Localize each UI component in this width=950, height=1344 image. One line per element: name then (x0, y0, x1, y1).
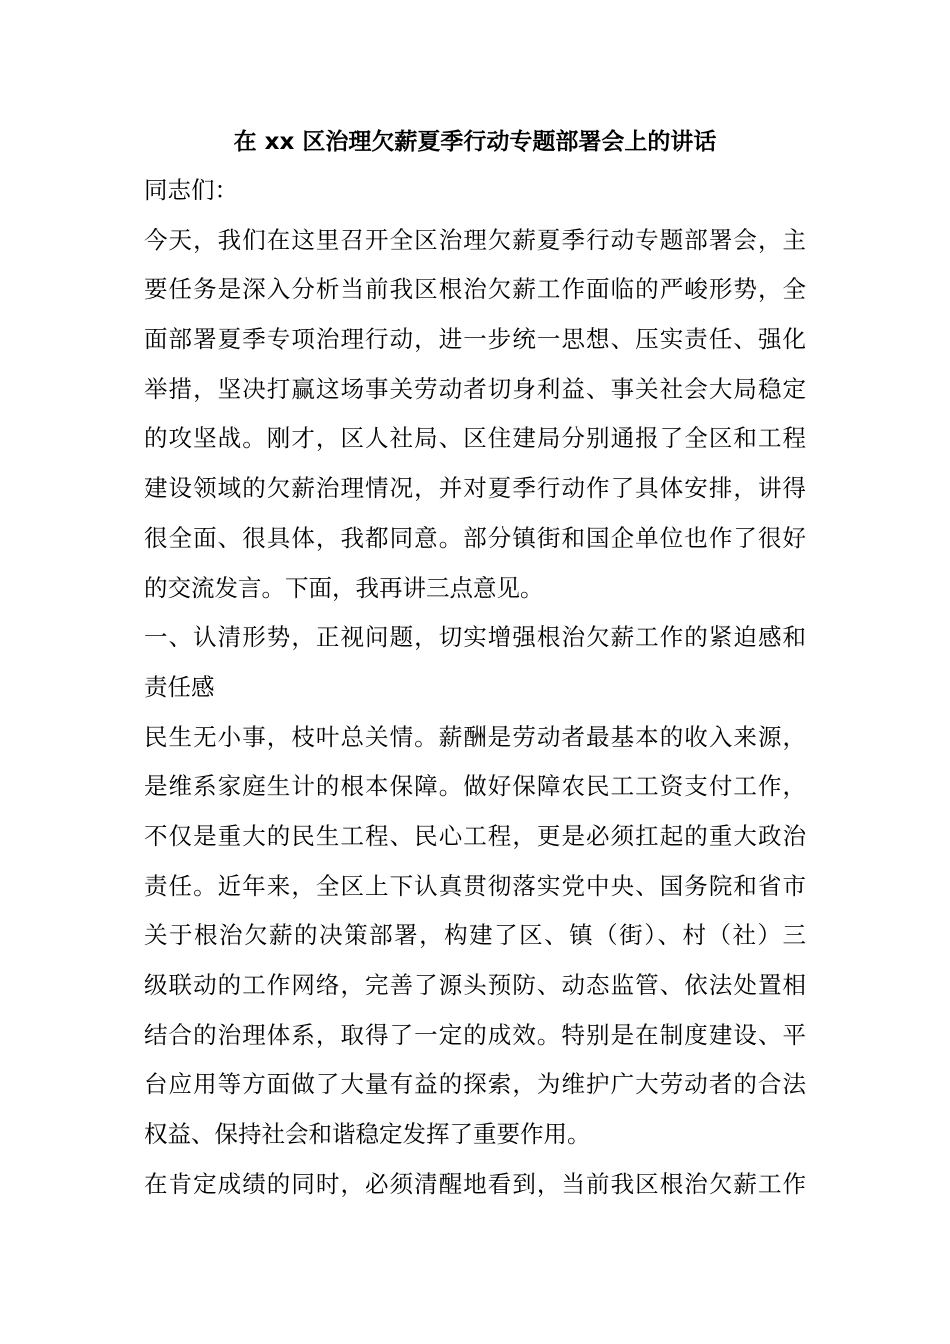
document-page (144, 118, 806, 1209)
text-line: 结合的治理体系，取得了一定的成效。特别是在制度建设、平 (144, 1020, 806, 1049)
text-line: 的交流发言。下面，我再讲三点意见。 (144, 573, 544, 602)
text-line: 举措，坚决打赢这场事关劳动者切身利益、事关社会大局稳定 (144, 374, 806, 403)
paragraph-section-1 (144, 713, 806, 1160)
heading-line: 一、认清形势，正视问题，切实增强根治欠薪工作的紧迫感和 (144, 623, 806, 652)
text-line: 权益、保持社会和谐稳定发挥了重要作用。 (144, 1120, 591, 1149)
text-line: 级联动的工作网络，完善了源头预防、动态监管、依法处置相 (144, 971, 806, 1000)
text-line: 责任。近年来，全区上下认真贯彻落实党中央、国务院和省市 (144, 871, 806, 900)
heading-line: 责任感 (144, 672, 215, 701)
text-line: 在肯定成绩的同时，必须清醒地看到，当前我区根治欠薪工作 (144, 1169, 806, 1198)
text-line: 关于根治欠薪的决策部署，构建了区、镇（街）、村（社）三 (144, 921, 806, 950)
text-line: 很全面、很具体，我都同意。部分镇街和国企单位也作了很好 (144, 523, 806, 552)
text-line: 的攻坚战。刚才，区人社局、区住建局分别通报了全区和工程 (144, 424, 806, 453)
salutation: 同志们： (144, 176, 238, 204)
text-line: 台应用等方面做了大量有益的探索，为维护广大劳动者的合法 (144, 1070, 806, 1099)
section-heading-1 (144, 613, 806, 712)
paragraph-continued (144, 1160, 806, 1210)
paragraph-opening (144, 216, 806, 614)
text-line: 民生无小事，枝叶总关情。薪酬是劳动者最基本的收入来源， (144, 722, 806, 751)
document-title: 在 xx 区治理欠薪夏季行动专题部署会上的讲话 (233, 129, 717, 155)
text-line: 要任务是深入分析当前我区根治欠薪工作面临的严峻形势，全 (144, 275, 806, 304)
text-line: 今天，我们在这里召开全区治理欠薪夏季行动专题部署会，主 (144, 225, 806, 254)
text-line: 是维系家庭生计的根本保障。做好保障农民工工资支付工作， (144, 772, 806, 801)
text-line: 建设领域的欠薪治理情况，并对夏季行动作了具体安排，讲得 (144, 474, 806, 503)
text-line: 面部署夏季专项治理行动，进一步统一思想、压实责任、强化 (144, 325, 806, 354)
text-line: 不仅是重大的民生工程、民心工程，更是必须扛起的重大政治 (144, 821, 806, 850)
